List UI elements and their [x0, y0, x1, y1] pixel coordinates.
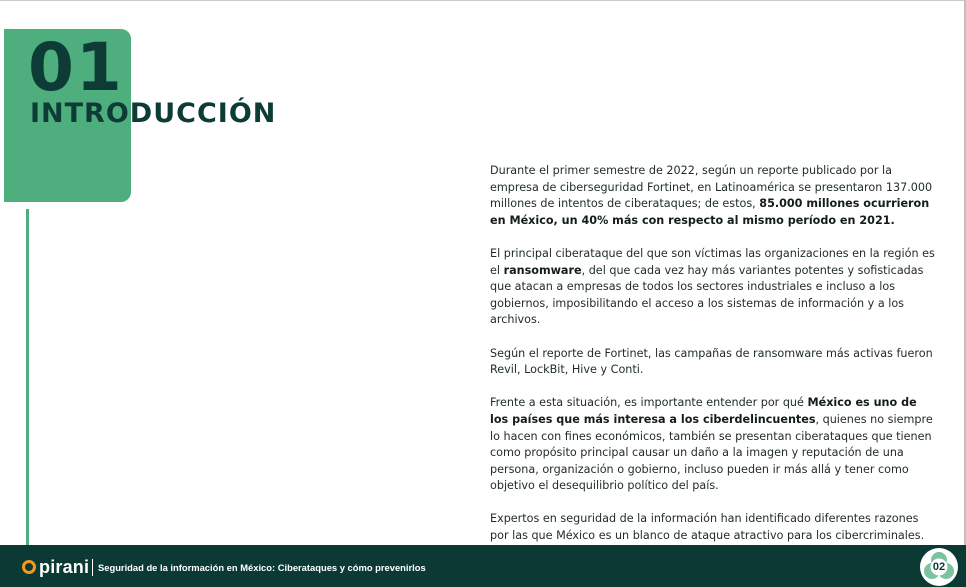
paragraph-2-text-start: El principal ciberataque del que son víctimas las organizaciones en la región es el	[490, 246, 935, 277]
footer-divider	[92, 559, 93, 576]
pirani-ring-icon	[22, 560, 36, 574]
paragraph-2-text-end: , del que cada vez hay más variantes potentes y sofisticadas que atacan a empresas de todos los sectores industriales e incluso a los gobiernos, imposibilitando el acceso a los sistemas de información y a los archivos.	[490, 263, 924, 327]
section-number: 01	[28, 29, 124, 106]
paragraph-4-text-start: Frente a esta situación, es importante entender por qué	[490, 396, 808, 410]
paragraph-1-highlight: 85.000 millones ocurrieron en México, un 40% más con respecto al mismo período en 2021.	[490, 197, 930, 227]
logo-text: pirani	[39, 557, 90, 577]
page-top-border	[0, 0, 966, 1]
page-number-badge	[918, 547, 960, 587]
section-title: INTRODUCCIÓN	[30, 98, 277, 129]
footer-document-title: Seguridad de la información en México: Ciberataques y cómo prevenirlos	[98, 562, 426, 573]
section-accent-line	[26, 209, 29, 549]
paragraph-3: Según el reporte de Fortinet, las campañas de ransomware más activas fueron Revil, LockBit, Hive y Conti.	[490, 346, 933, 377]
paragraph-5: Expertos en seguridad de la información han identificado diferentes razones por las que México es un blanco de ataque atractivo para los cibercriminales.	[490, 512, 925, 543]
paragraph-4	[490, 395, 935, 495]
paragraph-1	[490, 163, 935, 229]
paragraph-4-text-end: , quienes no siempre lo hacen con fines económicos, también se presentan ciberataques que tienen como propósito principal causar un daño a la imagen y reputación de una persona, organización o gobierno, incluso pueden ir más allá y tener como objetivo el desequilibrio político del país.	[490, 412, 933, 493]
paragraph-4-highlight: México es uno de los países que más interesa a los ciberdelincuentes	[490, 396, 917, 426]
paragraph-2-highlight: ransomware	[503, 263, 582, 277]
paragraph-1-text: Durante el primer semestre de 2022, según un reporte publicado por la empresa de ciberseguridad Fortinet, en Latinoamérica se presentaron 137.000 millones de intentos de ciberataques; de estos,	[490, 164, 933, 211]
body-text	[490, 163, 935, 545]
paragraph-2	[490, 246, 935, 329]
pirani-logo	[22, 557, 89, 577]
page-footer	[0, 545, 966, 587]
page-number: 02	[932, 561, 946, 573]
